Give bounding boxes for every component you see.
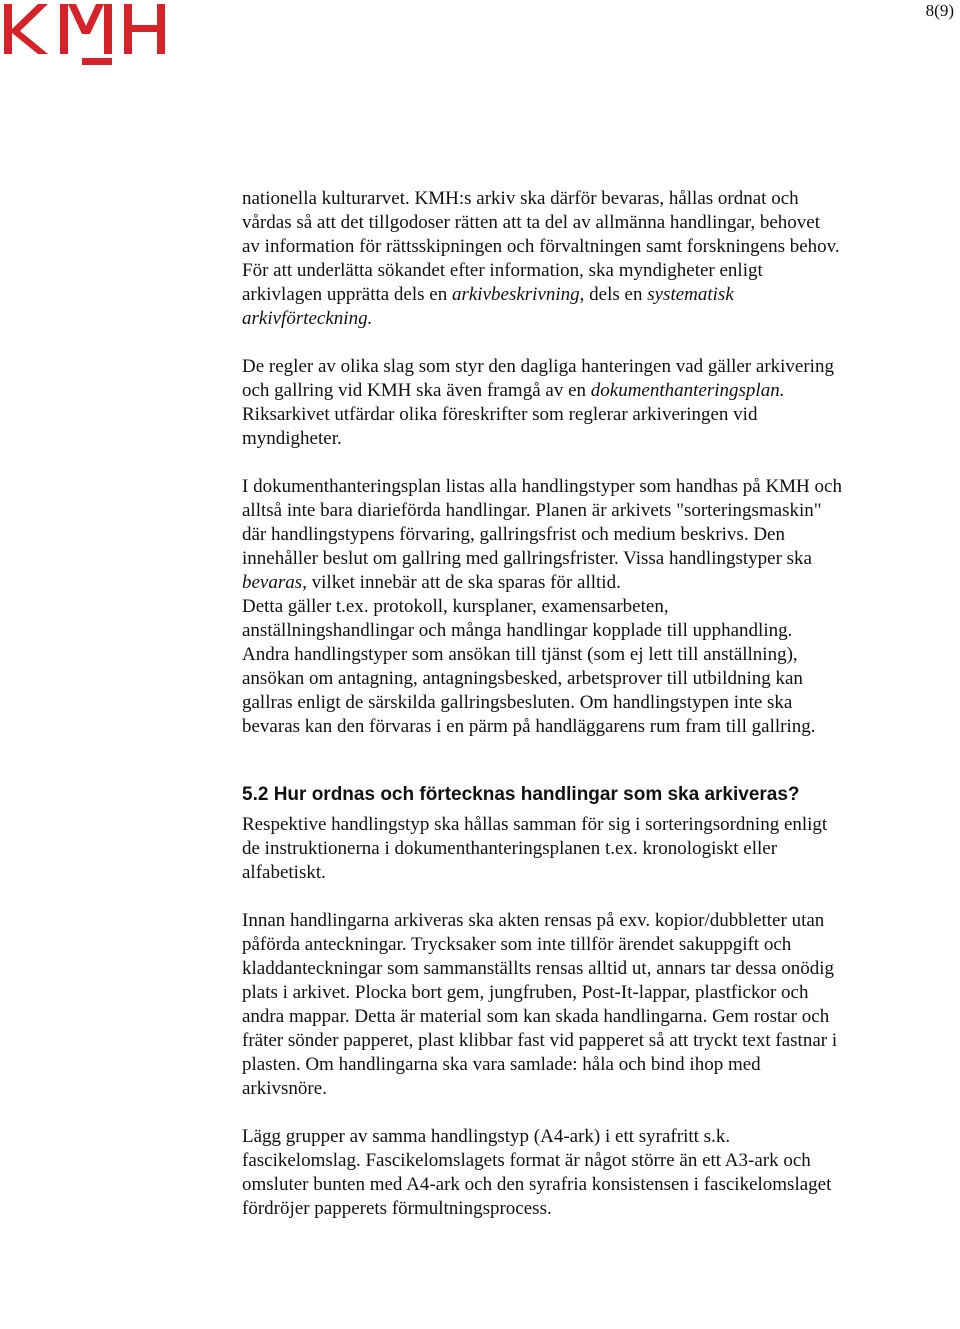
paragraph: nationella kulturarvet. KMH:s arkiv ska därför bevaras, hållas ordnat och vårdas så att det tillgodoser rätten att ta del av allmänna handlingar, behovet av information för rättsskipningen och förvaltningen samt forskningens behov. — [242, 188, 840, 257]
paragraph: Detta gäller t.ex. protokoll, kursplaner, examensarbeten, anställningshandlingar och många handlingar kopplade till upphandling. Andra handlingstyper som ansökan till tjänst (som ej lett till anställning), ansökan om antagning, antagningsbesked, arbetsprover till utbildning kan gallras enligt de särskilda gallringsbesluten. Om handlingstypen inte ska bevaras kan den förvaras i en pärm på handläggarens rum fram till gallring. — [242, 596, 816, 737]
page-number: 8(9) — [925, 1, 954, 20]
kmh-logo — [4, 2, 166, 66]
document-body — [242, 187, 842, 1221]
paragraph: De regler av olika slag som styr den dagliga hanteringen vad gäller arkivering och gallring vid KMH ska även framgå av en dokumenthanteringsplan. Riksarkivet utfärdar olika föreskrifter som reglerar arkiveringen vid myndigheter. — [242, 356, 834, 449]
paragraph: Innan handlingarna arkiveras ska akten rensas på exv. kopior/dubbletter utan påförda anteckningar. Trycksaker som inte tillför ärendet sakuppgift och kladdanteckningar som sammanställts rensas alltid ut, annars tar dessa onödig plats i arkivet. Plocka bort gem, jungfruben, Post-It-lappar, plastfickor och andra mappar. Detta är material som kan skada handlingarna. Gem rostar och fräter sönder papperet, plast klibbar fast vid papperet så att tryckt text fastnar i plasten. Om handlingarna ska vara samlade: håla och bind ihop med arkivsnöre. — [242, 910, 838, 1099]
paragraph: I dokumenthanteringsplan listas alla handlingstyper som handhas på KMH och alltså inte bara diarieförda handlingar. Planen är arkivets "sorteringsmaskin" där handlingstypens förvaring, gallringsfrist och medium beskrivs. Den innehåller beslut om gallring med gallringsfrister. Vissa handlingstyper ska bevaras, vilket innebär att de ska sparas för alltid. — [242, 476, 842, 593]
paragraph: För att underlätta sökandet efter information, ska myndigheter enligt arkivlagen upprätta dels en arkivbeskrivning, dels en systematisk arkivförteckning. — [242, 260, 763, 329]
section-heading: 5.2 Hur ordnas och förtecknas handlingar som ska arkiveras? — [242, 784, 800, 805]
paragraph: Respektive handlingstyp ska hållas samman för sig i sorteringsordning enligt de instruktionerna i dokumenthanteringsplanen t.ex. kronologiskt eller alfabetiskt. — [242, 814, 828, 883]
paragraph: Lägg grupper av samma handlingstyp (A4-ark) i ett syrafritt s.k. fascikelomslag. Fascikelomslagets format är något större än ett A3-ark och omsluter bunten med A4-ark och den syrafria konsistensen i fascikelomslaget fördröjer papperets förmultningsprocess. — [242, 1126, 832, 1219]
